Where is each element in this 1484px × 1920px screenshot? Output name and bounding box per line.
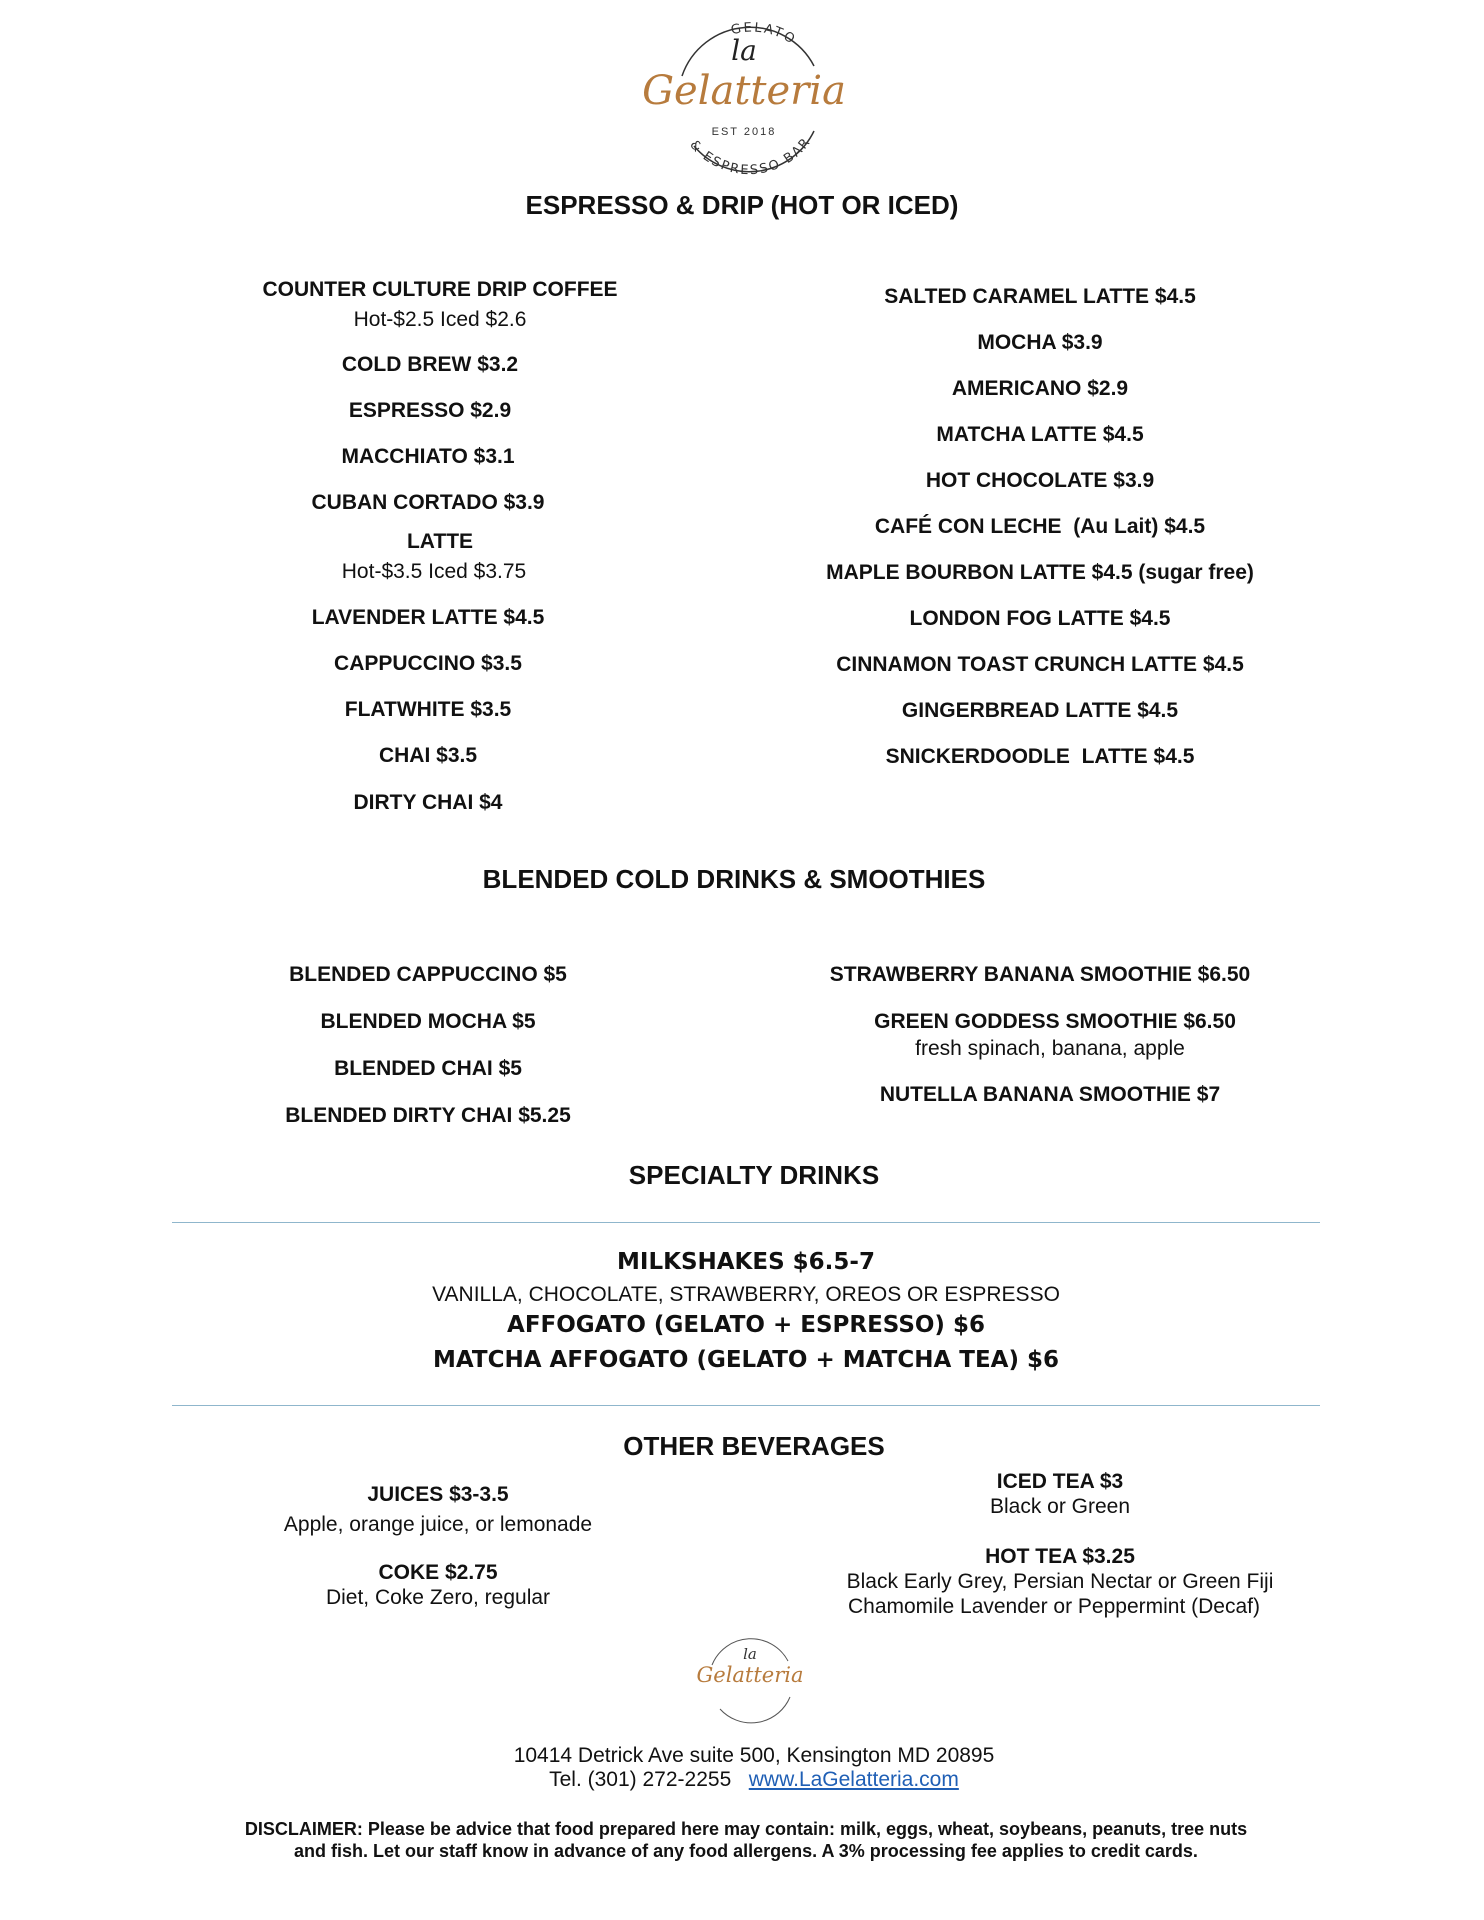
menu-item-hot-tea-sub2: Chamomile Lavender or Peppermint (Decaf) [847,1595,1260,1618]
logo-la: la [731,34,757,67]
menu-item-latte: LATTE [406,530,474,553]
menu-item-coke-sub: Diet, Coke Zero, regular [325,1586,551,1609]
footer-logo [690,1635,810,1725]
menu-item-hot-chocolate: HOT CHOCOLATE $3.9 [925,469,1155,492]
menu-item-blended-dirty-chai: BLENDED DIRTY CHAI $5.25 [285,1104,571,1127]
menu-item-drip-coffee-sub: Hot-$2.5 Iced $2.6 [353,308,527,331]
menu-item-iced-tea: ICED TEA $3 [996,1470,1124,1493]
menu-item-chai: CHAI $3.5 [378,744,478,767]
menu-item-latte-sub: Hot-$3.5 Iced $3.75 [341,560,527,583]
menu-item-green-goddess: GREEN GODDESS SMOOTHIE $6.50 [874,1010,1236,1033]
menu-item-hot-tea: HOT TEA $3.25 [985,1545,1135,1568]
svg-text:& ESPRESSO BAR [686,134,814,176]
disclaimer-line-1: DISCLAIMER: Please be advice that food prepared here may contain: milk, eggs, wheat, soybeans, peanuts, tree nuts [244,1819,1248,1839]
section-title-espresso: ESPRESSO & DRIP (HOT OR ICED) [525,190,959,220]
footer-contact-line [0,1768,1484,1792]
menu-item-lavender-latte: LAVENDER LATTE $4.5 [311,606,545,629]
section-title-specialty: SPECIALTY DRINKS [628,1160,880,1190]
menu-item-coke: COKE $2.75 [378,1561,498,1584]
menu-item-gingerbread: GINGERBREAD LATTE $4.5 [901,699,1179,722]
menu-item-affogato: AFFOGATO (GELATO + ESPRESSO) $6 [507,1312,985,1338]
header-logo [634,16,854,176]
menu-item-flatwhite: FLATWHITE $3.5 [344,698,512,721]
menu-item-cappuccino: CAPPUCCINO $3.5 [334,652,522,675]
menu-item-juices: JUICES $3-3.5 [367,1483,509,1506]
menu-item-mocha: MOCHA $3.9 [977,331,1103,354]
menu-item-strawberry-banana: STRAWBERRY BANANA SMOOTHIE $6.50 [829,963,1251,986]
menu-item-matcha-affogato: MATCHA AFFOGATO (GELATO + MATCHA TEA) $6 [433,1347,1059,1373]
menu-item-cinnamon-toast: CINNAMON TOAST CRUNCH LATTE $4.5 [836,653,1244,676]
menu-item-americano: AMERICANO $2.9 [951,377,1129,400]
logo-est: EST 2018 [711,126,777,138]
menu-item-juices-sub: Apple, orange juice, or lemonade [283,1513,593,1536]
logo-bottom-text: & ESPRESSO BAR [686,134,815,176]
menu-item-hot-tea-sub1: Black Early Grey, Persian Nectar or Green Fiji [846,1570,1274,1593]
disclaimer [0,1818,1484,1862]
menu-item-maple-bourbon: MAPLE BOURBON LATTE $4.5 (sugar free) [826,561,1254,584]
menu-item-london-fog: LONDON FOG LATTE $4.5 [909,607,1171,630]
menu-item-snickerdoodle: SNICKERDOODLE LATTE $4.5 [885,745,1195,768]
menu-item-blended-cappuccino: BLENDED CAPPUCCINO $5 [289,963,567,986]
logo-top-text: GELATO [729,20,799,49]
menu-item-cafe-con-leche: CAFÉ CON LECHE (Au Lait) $4.5 [874,515,1206,538]
section-title-other: OTHER BEVERAGES [623,1431,885,1461]
menu-item-salted-caramel: SALTED CARAMEL LATTE $4.5 [884,285,1196,308]
menu-item-espresso: ESPRESSO $2.9 [348,399,512,422]
divider-bottom [172,1405,1320,1406]
logo-name: Gelatteria [642,68,846,114]
menu-item-blended-chai: BLENDED CHAI $5 [334,1057,522,1080]
menu-item-dirty-chai: DIRTY CHAI $4 [353,791,503,814]
menu-item-milkshake-flavors: VANILLA, CHOCOLATE, STRAWBERRY, OREOS OR ESPRESSO [432,1283,1060,1306]
footer-website-link[interactable]: www.LaGelatteria.com [748,1768,959,1791]
section-title-blended: BLENDED COLD DRINKS & SMOOTHIES [482,864,986,894]
menu-item-cuban-cortado: CUBAN CORTADO $3.9 [311,491,545,514]
footer-address: 10414 Detrick Ave suite 500, Kensington MD 20895 [513,1744,995,1767]
footer-logo-la: la [743,1645,757,1663]
footer-tel: Tel. (301) 272-2255 [549,1768,732,1791]
menu-item-iced-tea-sub: Black or Green [989,1495,1131,1518]
footer-logo-name: Gelatteria [696,1663,804,1687]
menu-item-green-goddess-sub: fresh spinach, banana, apple [915,1037,1185,1060]
menu-item-milkshakes: MILKSHAKES $6.5-7 [617,1249,875,1275]
menu-item-macchiato: MACCHIATO $3.1 [341,445,515,468]
menu-item-drip-coffee: COUNTER CULTURE DRIP COFFEE [262,278,618,301]
menu-item-blended-mocha: BLENDED MOCHA $5 [320,1010,536,1033]
menu-item-cold-brew: COLD BREW $3.2 [341,353,519,376]
divider-top [172,1222,1320,1223]
disclaimer-line-2: and fish. Let our staff know in advance of any food allergens. A 3% processing fee applies to credit cards. [294,1841,1198,1861]
menu-item-nutella-banana: NUTELLA BANANA SMOOTHIE $7 [879,1083,1221,1106]
menu-item-matcha-latte: MATCHA LATTE $4.5 [936,423,1144,446]
